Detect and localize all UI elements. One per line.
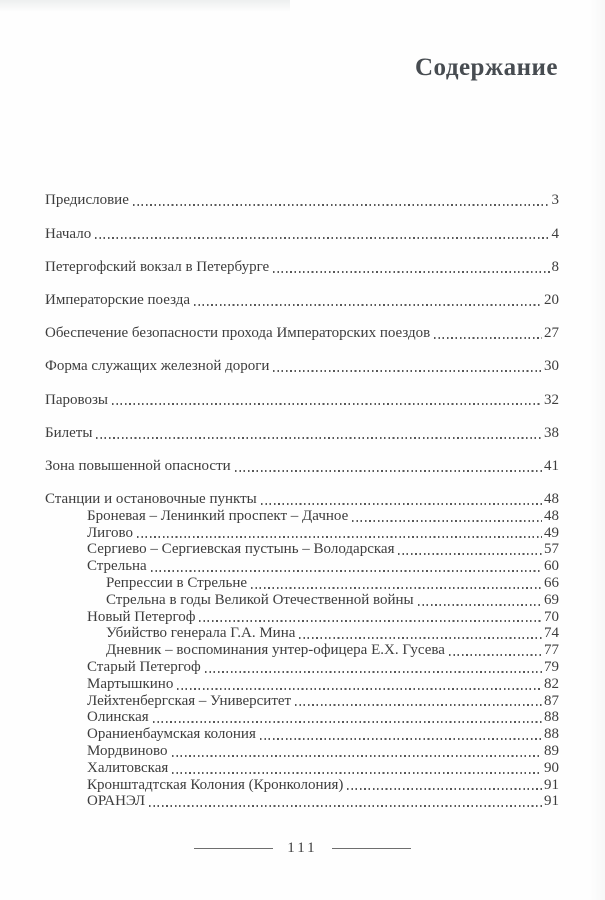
dot-leader — [434, 337, 542, 339]
toc-entry-page: 3 — [551, 192, 559, 209]
toc-entry — [45, 760, 559, 777]
toc-entry-label: Сергиево – Сергиевская пустынь – Володарская — [87, 541, 395, 558]
toc-entry-page: 88 — [544, 726, 559, 743]
toc-entry-label: Дневник – воспоминания унтер-офицера Е.Х. Гусева — [106, 642, 445, 659]
toc-entry-label: ОРАНЭЛ — [87, 793, 146, 810]
toc-entry-label: Броневая – Ленинкий проспект – Дачное — [87, 507, 349, 524]
toc-entry — [45, 659, 559, 676]
dot-leader — [260, 738, 542, 740]
dot-leader — [149, 805, 542, 807]
toc-entry-label: Императорские поезда — [45, 291, 191, 308]
dot-leader — [95, 237, 549, 239]
toc-entry-label: Халитовская — [87, 759, 169, 776]
dot-leader — [273, 370, 542, 372]
toc-entry-page: 41 — [544, 457, 559, 474]
toc-entry — [45, 709, 559, 726]
toc-entry-page: 49 — [544, 524, 559, 541]
page-footer — [0, 840, 605, 857]
toc-entry-page: 91 — [544, 776, 559, 793]
toc-entry — [45, 325, 559, 342]
toc-entry — [45, 777, 559, 794]
toc-entry-page: 4 — [551, 225, 559, 242]
toc-entry-label: Олинская — [87, 709, 149, 726]
toc-entry-page: 20 — [544, 291, 559, 308]
toc-entry-label: Стрельна в годы Великой Отечественной войны — [106, 591, 414, 608]
dot-leader — [172, 755, 542, 757]
dot-leader — [273, 271, 549, 273]
scan-edge-shadow-right — [589, 0, 605, 900]
toc-entry-label: Лейхтенбергская – Университет — [87, 692, 292, 709]
toc-entry-page: 69 — [544, 591, 559, 608]
dot-leader — [347, 788, 542, 790]
toc-entry-page: 32 — [544, 391, 559, 408]
toc-entry-label: Старый Петергоф — [87, 659, 201, 676]
toc-entry — [45, 743, 559, 760]
toc-entry-page: 57 — [544, 541, 559, 558]
toc-entry-page: 30 — [544, 358, 559, 375]
toc-entry-label: Мордвиново — [87, 743, 168, 760]
dot-leader — [133, 204, 550, 206]
dot-leader — [137, 536, 542, 538]
page-title: Содержание — [414, 54, 558, 81]
toc-entry — [45, 625, 559, 642]
toc-entry — [45, 358, 559, 375]
toc-entry-page: 77 — [544, 642, 559, 659]
toc-entry-page: 27 — [544, 325, 559, 342]
toc-entry — [45, 458, 559, 475]
toc-entry-label: Убийство генерала Г.А. Мина — [106, 625, 296, 642]
toc-entry — [45, 726, 559, 743]
dot-leader — [398, 553, 542, 555]
dot-leader — [261, 503, 542, 505]
toc-entry — [45, 259, 559, 276]
toc-entry-label: Ораниенбаумская колония — [87, 726, 256, 743]
toc-entry — [45, 192, 559, 209]
toc-entry-label: Начало — [45, 225, 92, 242]
toc-entry-label: Новый Петергоф — [87, 608, 196, 625]
dot-leader — [449, 654, 542, 656]
dot-leader — [251, 587, 542, 589]
toc-entry-label: Стрельна — [87, 558, 147, 575]
toc-entry-label: Паровозы — [45, 391, 108, 408]
toc-entry-page: 90 — [544, 759, 559, 776]
toc-entry-label: Мартышкино — [87, 675, 174, 692]
toc-entry-page: 60 — [544, 558, 559, 575]
footer-rule-right — [332, 848, 411, 850]
toc-entry-label: Лигово — [87, 524, 133, 541]
toc-entry-label: Билеты — [45, 424, 93, 441]
toc-entry — [45, 491, 559, 508]
dot-leader — [151, 570, 542, 572]
dot-leader — [235, 470, 542, 472]
toc-entry — [45, 392, 559, 409]
toc-entry-label: Кронштадтская Колония (Кронколония) — [87, 776, 344, 793]
toc-entry-page: 38 — [544, 424, 559, 441]
toc-entry — [45, 609, 559, 626]
toc-entry — [45, 676, 559, 693]
scan-edge-shadow-top — [0, 0, 290, 12]
toc-entry-page: 88 — [544, 709, 559, 726]
folio-page-number: 111 — [287, 840, 318, 856]
toc-entry — [45, 541, 559, 558]
toc-entry-page: 87 — [544, 692, 559, 709]
toc-entry — [45, 425, 559, 442]
dot-leader — [418, 604, 542, 606]
toc-entry-label: Репрессии в Стрельне — [106, 575, 248, 592]
dot-leader — [199, 620, 542, 622]
dot-leader — [96, 437, 542, 439]
toc-entry-page: 48 — [544, 507, 559, 524]
toc-entry-page: 8 — [551, 258, 559, 275]
toc-entry-page: 91 — [544, 793, 559, 810]
dot-leader — [205, 671, 542, 673]
dot-leader — [172, 772, 542, 774]
toc-entry — [45, 226, 559, 243]
footer-rule-left — [194, 848, 273, 850]
toc-entry-page: 74 — [544, 625, 559, 642]
toc-entry-page: 82 — [544, 675, 559, 692]
dot-leader — [352, 520, 542, 522]
dot-leader — [153, 721, 542, 723]
toc-entry — [45, 508, 559, 525]
toc-entry-page: 66 — [544, 575, 559, 592]
toc-entry — [45, 575, 559, 592]
toc-entry-label: Зона повышенной опасности — [45, 457, 231, 474]
toc-entry-page: 70 — [544, 608, 559, 625]
dot-leader — [295, 704, 542, 706]
toc-entry-label: Обеспечение безопасности прохода Императорских поездов — [45, 325, 431, 342]
toc-entry-label: Станции и остановочные пункты — [45, 491, 257, 508]
toc-entry-page: 89 — [544, 743, 559, 760]
toc-entry-label: Петергофский вокзал в Петербурге — [45, 258, 270, 275]
toc-entry-page: 79 — [544, 659, 559, 676]
toc-entry — [45, 693, 559, 710]
toc-entry-label: Форма служащих железной дороги — [45, 358, 270, 375]
toc-entry-page: 48 — [544, 491, 559, 508]
toc-entry — [45, 592, 559, 609]
dot-leader — [112, 403, 542, 405]
toc-entry-label: Предисловие — [45, 192, 129, 209]
toc-entry — [45, 793, 559, 810]
dot-leader — [194, 304, 542, 306]
dot-leader — [299, 637, 542, 639]
dot-leader — [177, 688, 542, 690]
toc-entry — [45, 642, 559, 659]
toc-entry — [45, 525, 559, 542]
toc-list — [45, 176, 559, 810]
toc-entry — [45, 292, 559, 309]
toc-entry — [45, 558, 559, 575]
